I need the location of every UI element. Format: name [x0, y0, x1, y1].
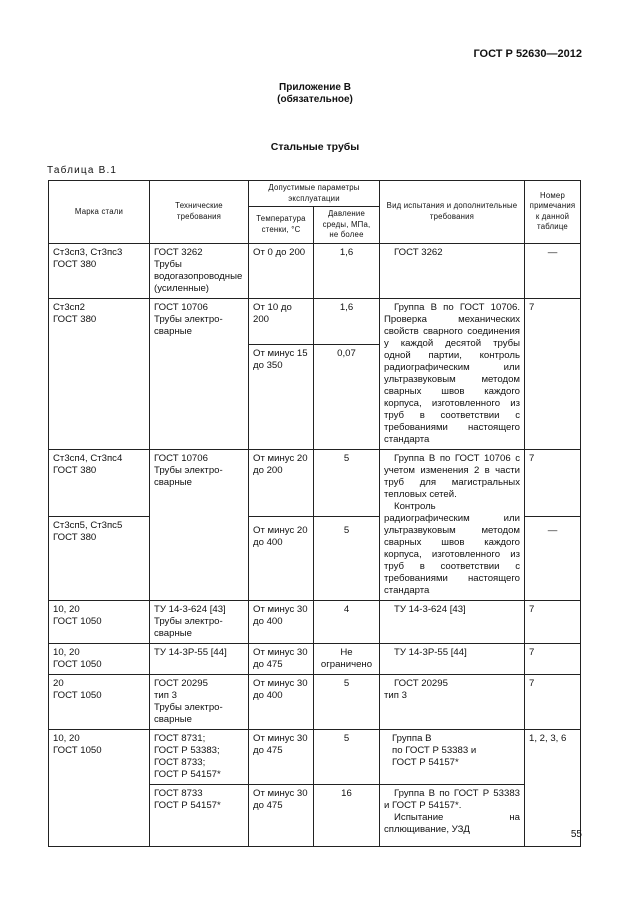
table-row — [49, 243, 581, 298]
header-wall-temperature: Температура стенки, °С — [249, 207, 314, 244]
table-row — [49, 600, 581, 643]
cell-grade: Ст3сп3, Ст3пс3 ГОСТ 380 — [49, 243, 150, 298]
cell-pressure: 1,6 — [314, 298, 380, 345]
cell-test — [380, 449, 525, 600]
cell-temperature: От минус 30 до 475 — [249, 784, 314, 846]
cell-grade: Ст3сп5, Ст3пс5 ГОСТ 380 — [49, 517, 150, 600]
test-paragraph: Испытание на сплющивание, УЗД — [384, 811, 520, 835]
cell-pressure: 5 — [314, 674, 380, 729]
header-pressure: Давление среды, МПа, не более — [314, 207, 380, 244]
cell-grade: 10, 20 ГОСТ 1050 — [49, 729, 150, 846]
document-code: ГОСТ Р 52630—2012 — [473, 48, 582, 60]
cell-test: ГОСТ 20295 тип 3 — [380, 674, 525, 729]
cell-note: 7 — [525, 449, 581, 517]
cell-tech-req: ГОСТ 8733 ГОСТ Р 54157* — [150, 784, 249, 846]
cell-tech-req: ГОСТ 3262 Трубы водогазопроводные (усиленные) — [150, 243, 249, 298]
cell-test: ГОСТ 3262 — [380, 243, 525, 298]
cell-temperature: От минус 15 до 350 — [249, 345, 314, 449]
cell-pressure: 5 — [314, 729, 380, 784]
cell-grade: 10, 20 ГОСТ 1050 — [49, 600, 150, 643]
cell-temperature: От минус 20 до 200 — [249, 449, 314, 517]
table-row — [49, 449, 581, 517]
cell-note: 7 — [525, 298, 581, 449]
table-row — [49, 674, 581, 729]
cell-grade: 20 ГОСТ 1050 — [49, 674, 150, 729]
header-tech-requirements: Технические требования — [150, 181, 249, 244]
header-steel-grade: Марка стали — [49, 181, 150, 244]
cell-test: Группа В по ГОСТ Р 53383 и ГОСТ Р 54157* — [380, 729, 525, 784]
cell-grade: Ст3сп4, Ст3пс4 ГОСТ 380 — [49, 449, 150, 517]
cell-note: — — [525, 517, 581, 600]
cell-test: ТУ 14-3Р-55 [44] — [380, 643, 525, 674]
cell-grade: 10, 20 ГОСТ 1050 — [49, 643, 150, 674]
cell-grade: Ст3сп2 ГОСТ 380 — [49, 298, 150, 449]
cell-tech-req: ТУ 14-3-624 [43] Трубы электро-сварные — [150, 600, 249, 643]
table-caption: Таблица В.1 — [47, 165, 118, 176]
cell-pressure: 5 — [314, 449, 380, 517]
cell-pressure: 0,07 — [314, 345, 380, 449]
section-title: Стальные трубы — [270, 141, 360, 153]
cell-temperature: От минус 30 до 475 — [249, 643, 314, 674]
cell-tech-req: ГОСТ 8731; ГОСТ Р 53383; ГОСТ 8733; ГОСТ Р 54157* — [150, 729, 249, 784]
appendix-subtitle: (обязательное) — [277, 94, 353, 105]
header-note-number: Номер примечания к данной таблице — [525, 181, 581, 244]
cell-pressure: 4 — [314, 600, 380, 643]
cell-pressure: 5 — [314, 517, 380, 600]
cell-tech-req: ГОСТ 10706 Трубы электро-сварные — [150, 298, 249, 449]
test-paragraph: Группа В по ГОСТ Р 53383 и ГОСТ Р 54157*. — [384, 787, 520, 811]
steel-pipes-table — [48, 180, 581, 847]
table-row — [49, 643, 581, 674]
cell-temperature: От минус 30 до 400 — [249, 600, 314, 643]
cell-pressure: 1,6 — [314, 243, 380, 298]
test-paragraph: Группа В по ГОСТ 10706 с учетом изменения 2 в части труб для магистральных тепловых сетей. — [384, 452, 520, 500]
appendix-title: Приложение В — [279, 82, 351, 93]
appendix-heading — [0, 82, 630, 106]
header-test-type: Вид испытания и дополнительные требования — [380, 181, 525, 244]
header-operating-params: Допустимые параметры эксплуатации — [249, 181, 380, 207]
table-row — [49, 729, 581, 784]
test-paragraph: Контроль радиографическим или ультразвуковым методом сварных швов каждого корпуса, изготовленного из труб в соответствии с требованиями настоящего стандарта — [384, 500, 520, 596]
cell-temperature: От 0 до 200 — [249, 243, 314, 298]
cell-note: 7 — [525, 600, 581, 643]
cell-pressure: 16 — [314, 784, 380, 846]
cell-note: 7 — [525, 674, 581, 729]
cell-temperature: От минус 30 до 400 — [249, 674, 314, 729]
cell-pressure: Не ограничено — [314, 643, 380, 674]
cell-temperature: От 10 до 200 — [249, 298, 314, 345]
cell-temperature: От минус 20 до 400 — [249, 517, 314, 600]
cell-temperature: От минус 30 до 475 — [249, 729, 314, 784]
cell-tech-req: ГОСТ 20295 тип 3 Трубы электро-сварные — [150, 674, 249, 729]
cell-tech-req: ТУ 14-3Р-55 [44] — [150, 643, 249, 674]
cell-note: 1, 2, 3, 6 — [525, 729, 581, 846]
cell-note: — — [525, 243, 581, 298]
cell-test — [380, 784, 525, 846]
cell-tech-req: ГОСТ 10706 Трубы электро-сварные — [150, 449, 249, 600]
cell-test: Группа В по ГОСТ 10706. Проверка механических свойств сварного соединения у каждой десятой трубы одной партии, контроль радиографическим или ультразвуковым методом сварных швов каждого корпуса, изготовленного из труб в соответствии с требованиями настоящего стандарта — [380, 298, 525, 449]
page-number: 55 — [570, 829, 582, 840]
table-row — [49, 298, 581, 345]
cell-note: 7 — [525, 643, 581, 674]
cell-test: ТУ 14-3-624 [43] — [380, 600, 525, 643]
